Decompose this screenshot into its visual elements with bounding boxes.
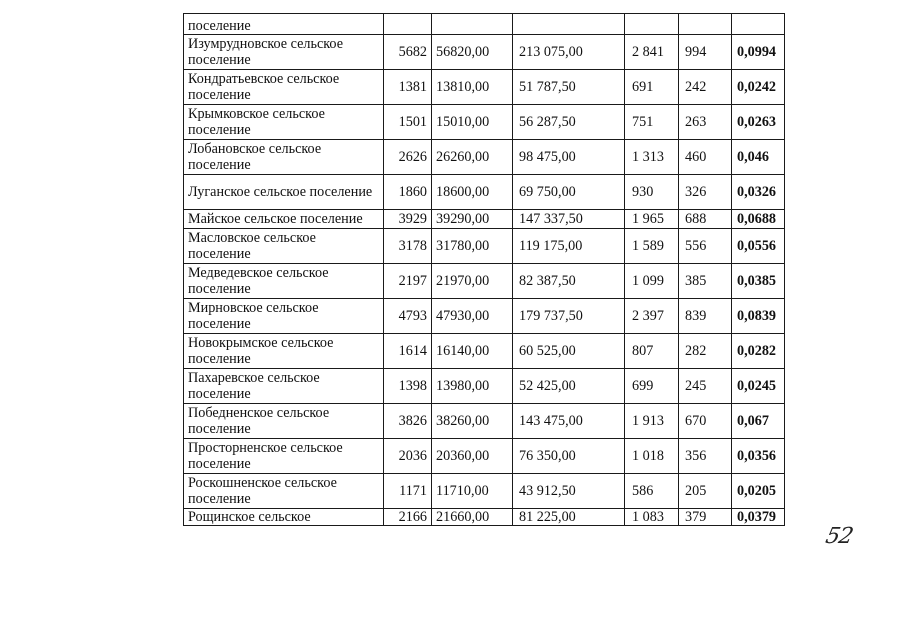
value-cell: 52 425,00 (513, 369, 625, 404)
value-cell: 39290,00 (432, 210, 513, 229)
value-cell: 460 (679, 140, 732, 175)
population-cell (384, 14, 432, 35)
value-cell: 282 (679, 334, 732, 369)
table-row (184, 404, 785, 439)
coefficient-cell: 0,0205 (732, 474, 785, 509)
value-cell: 21970,00 (432, 264, 513, 299)
coefficient-cell: 0,0385 (732, 264, 785, 299)
population-cell: 2036 (384, 439, 432, 474)
value-cell: 16140,00 (432, 334, 513, 369)
value-cell: 326 (679, 175, 732, 210)
handwritten-page-number: 52 (823, 524, 855, 549)
settlement-name-cell: Пахаревское сельское поселение (184, 369, 384, 404)
value-cell: 60 525,00 (513, 334, 625, 369)
settlement-name-cell: Мирновское сельское поселение (184, 299, 384, 334)
coefficient-cell: 0,046 (732, 140, 785, 175)
value-cell: 205 (679, 474, 732, 509)
value-cell: 385 (679, 264, 732, 299)
population-cell: 1381 (384, 70, 432, 105)
settlement-name-cell: Роскошненское сельское поселение (184, 474, 384, 509)
value-cell: 2 397 (625, 299, 679, 334)
value-cell: 994 (679, 35, 732, 70)
table-row (184, 175, 785, 210)
coefficient-cell: 0,0688 (732, 210, 785, 229)
coefficient-cell (732, 14, 785, 35)
value-cell: 213 075,00 (513, 35, 625, 70)
population-cell: 3929 (384, 210, 432, 229)
value-cell: 82 387,50 (513, 264, 625, 299)
settlement-name-cell: Масловское сельское поселение (184, 229, 384, 264)
value-cell: 751 (625, 105, 679, 140)
value-cell: 242 (679, 70, 732, 105)
value-cell: 586 (625, 474, 679, 509)
value-cell: 1 965 (625, 210, 679, 229)
value-cell: 47930,00 (432, 299, 513, 334)
value-cell: 245 (679, 369, 732, 404)
settlement-name-cell: Победненское сельское поселение (184, 404, 384, 439)
settlement-name-cell: Луганское сельское поселение (184, 175, 384, 210)
coefficient-cell: 0,0263 (732, 105, 785, 140)
value-cell (513, 14, 625, 35)
value-cell: 839 (679, 299, 732, 334)
coefficient-cell: 0,0994 (732, 35, 785, 70)
coefficient-cell: 0,067 (732, 404, 785, 439)
value-cell: 119 175,00 (513, 229, 625, 264)
population-cell: 1860 (384, 175, 432, 210)
coefficient-cell: 0,0356 (732, 439, 785, 474)
population-cell: 5682 (384, 35, 432, 70)
value-cell: 81 225,00 (513, 509, 625, 526)
table-row (184, 334, 785, 369)
table-row-continued (184, 14, 785, 35)
value-cell (432, 14, 513, 35)
coefficient-cell: 0,0839 (732, 299, 785, 334)
value-cell: 76 350,00 (513, 439, 625, 474)
value-cell: 43 912,50 (513, 474, 625, 509)
value-cell: 1 083 (625, 509, 679, 526)
value-cell: 670 (679, 404, 732, 439)
settlement-name-cell: Медведевское сельское поселение (184, 264, 384, 299)
value-cell: 699 (625, 369, 679, 404)
value-cell: 263 (679, 105, 732, 140)
value-cell: 556 (679, 229, 732, 264)
settlement-name-cell: Просторненское сельское поселение (184, 439, 384, 474)
value-cell: 1 018 (625, 439, 679, 474)
value-cell: 11710,00 (432, 474, 513, 509)
value-cell: 379 (679, 509, 732, 526)
value-cell: 20360,00 (432, 439, 513, 474)
value-cell: 69 750,00 (513, 175, 625, 210)
coefficient-cell: 0,0242 (732, 70, 785, 105)
value-cell: 1 099 (625, 264, 679, 299)
value-cell: 51 787,50 (513, 70, 625, 105)
value-cell: 18600,00 (432, 175, 513, 210)
value-cell: 2 841 (625, 35, 679, 70)
settlements-table (183, 13, 785, 526)
value-cell: 26260,00 (432, 140, 513, 175)
value-cell (625, 14, 679, 35)
table-row (184, 70, 785, 105)
settlement-name-cell: поселение (184, 14, 384, 35)
population-cell: 1501 (384, 105, 432, 140)
value-cell: 930 (625, 175, 679, 210)
value-cell: 1 313 (625, 140, 679, 175)
table-row (184, 509, 785, 526)
coefficient-cell: 0,0556 (732, 229, 785, 264)
value-cell: 356 (679, 439, 732, 474)
value-cell (679, 14, 732, 35)
value-cell: 691 (625, 70, 679, 105)
population-cell: 2166 (384, 509, 432, 526)
table-row (184, 229, 785, 264)
coefficient-cell: 0,0282 (732, 334, 785, 369)
table-body (184, 14, 785, 526)
value-cell: 56 287,50 (513, 105, 625, 140)
population-cell: 1171 (384, 474, 432, 509)
value-cell: 13810,00 (432, 70, 513, 105)
table-row (184, 140, 785, 175)
population-cell: 2197 (384, 264, 432, 299)
value-cell: 147 337,50 (513, 210, 625, 229)
table-row (184, 474, 785, 509)
value-cell: 21660,00 (432, 509, 513, 526)
value-cell: 1 913 (625, 404, 679, 439)
settlement-name-cell: Лобановское сельское поселение (184, 140, 384, 175)
settlement-name-cell: Кондратьевское сельское поселение (184, 70, 384, 105)
settlement-name-cell: Рощинское сельское (184, 509, 384, 526)
value-cell: 15010,00 (432, 105, 513, 140)
population-cell: 4793 (384, 299, 432, 334)
value-cell: 38260,00 (432, 404, 513, 439)
table-row (184, 439, 785, 474)
population-cell: 3178 (384, 229, 432, 264)
value-cell: 56820,00 (432, 35, 513, 70)
value-cell: 143 475,00 (513, 404, 625, 439)
population-cell: 1398 (384, 369, 432, 404)
value-cell: 807 (625, 334, 679, 369)
settlement-name-cell: Изумрудновское сельское поселение (184, 35, 384, 70)
settlement-name-cell: Крымковское сельское поселение (184, 105, 384, 140)
table-row (184, 210, 785, 229)
table-row (184, 105, 785, 140)
value-cell: 179 737,50 (513, 299, 625, 334)
population-cell: 3826 (384, 404, 432, 439)
settlement-name-cell: Майское сельское поселение (184, 210, 384, 229)
value-cell: 688 (679, 210, 732, 229)
value-cell: 13980,00 (432, 369, 513, 404)
table-row (184, 264, 785, 299)
value-cell: 98 475,00 (513, 140, 625, 175)
settlement-name-cell: Новокрымское сельское поселение (184, 334, 384, 369)
value-cell: 31780,00 (432, 229, 513, 264)
population-cell: 1614 (384, 334, 432, 369)
coefficient-cell: 0,0326 (732, 175, 785, 210)
table-row (184, 35, 785, 70)
coefficient-cell: 0,0379 (732, 509, 785, 526)
population-cell: 2626 (384, 140, 432, 175)
table-row (184, 299, 785, 334)
value-cell: 1 589 (625, 229, 679, 264)
table-row (184, 369, 785, 404)
coefficient-cell: 0,0245 (732, 369, 785, 404)
